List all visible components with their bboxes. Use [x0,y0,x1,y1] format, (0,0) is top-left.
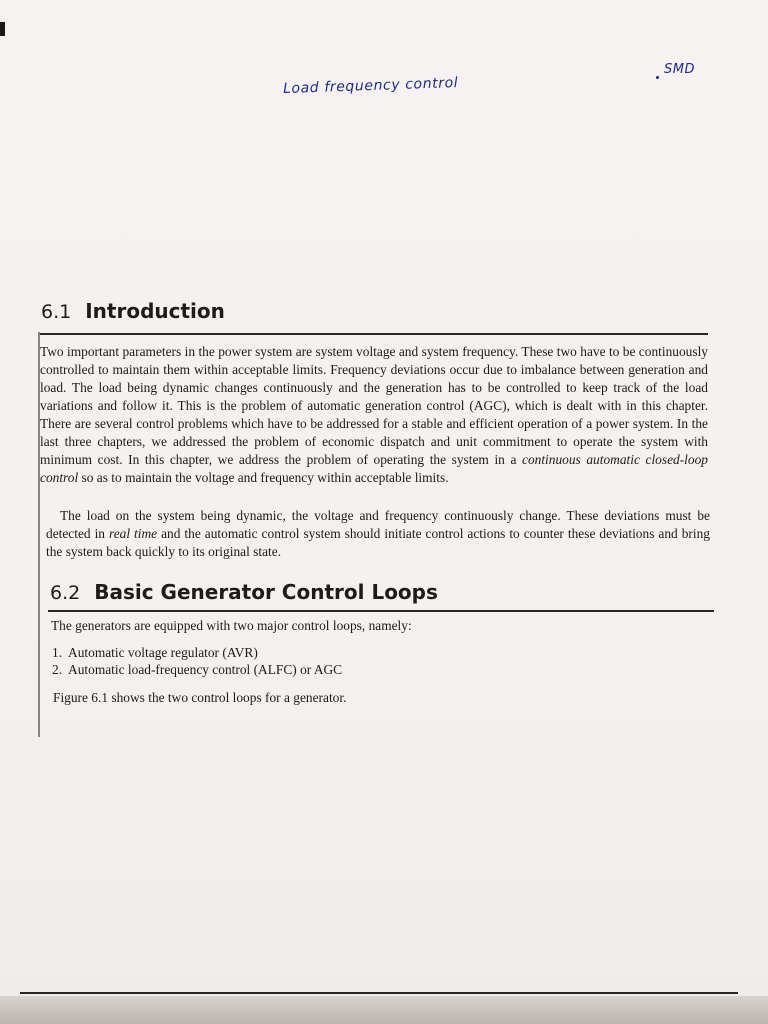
handwritten-title: Load frequency control [282,74,459,98]
section-heading-introduction [41,299,225,323]
list-item [52,661,342,678]
section-number: 6.2 [50,582,81,604]
para2-emphasis: real time [109,526,158,541]
para2-lead: The load on the system being dynamic, the voltage and frequency continuously change. These deviations must be detected in [46,508,710,541]
handwritten-initials: SMD [664,62,695,77]
intro-paragraph-1 [40,343,708,487]
control-loops-intro: The generators are equipped with two major control loops, namely: [51,618,412,633]
page-edge-line [20,992,738,994]
list-number: 1. [52,645,63,660]
figure-reference: Figure 6.1 shows the two control loops for a generator. [53,690,347,705]
intro-paragraph-2 [46,507,710,561]
heading-rule [48,610,714,612]
section-number: 6.1 [41,301,72,323]
section-title: Introduction [85,299,225,323]
ink-dot [656,76,659,79]
heading-rule [40,333,708,335]
list-text: Automatic voltage regulator (AVR) [68,645,258,660]
para1-tail: so as to maintain the voltage and frequency within acceptable limits. [81,470,449,485]
list-text: Automatic load-frequency control (ALFC) or AGC [68,662,343,677]
desk-surface [0,996,768,1024]
control-loops-list [52,644,342,678]
list-number: 2. [52,662,63,677]
binding-mark [0,22,5,36]
para1-emphasis: continuous automatic closed-loop control [40,452,708,485]
list-item [52,644,342,661]
section-title: Basic Generator Control Loops [94,580,438,604]
para2-tail: and the automatic control system should initiate control actions to counter these deviations and bring the system back quickly to its original state. [46,526,710,559]
para1-lead: Two important parameters in the power system are system voltage and system frequency. These two have to be continuously controlled to maintain them within acceptable limits. Frequency deviations occur due to imbalance between generation and load. The load being dynamic changes continuously and the generation has to be controlled to keep track of the load variations and follow it. This is the problem of automatic generation control (AGC), which is dealt with in this chapter. There are several control problems which have to be addressed for a stable and efficient operation of a power system. In the last three chapters, we addressed the problem of economic dispatch and unit commitment to operate the system with minimum cost. In this chapter, we address the problem of operating the system in a [40,344,708,467]
section-heading-control-loops [50,580,438,604]
